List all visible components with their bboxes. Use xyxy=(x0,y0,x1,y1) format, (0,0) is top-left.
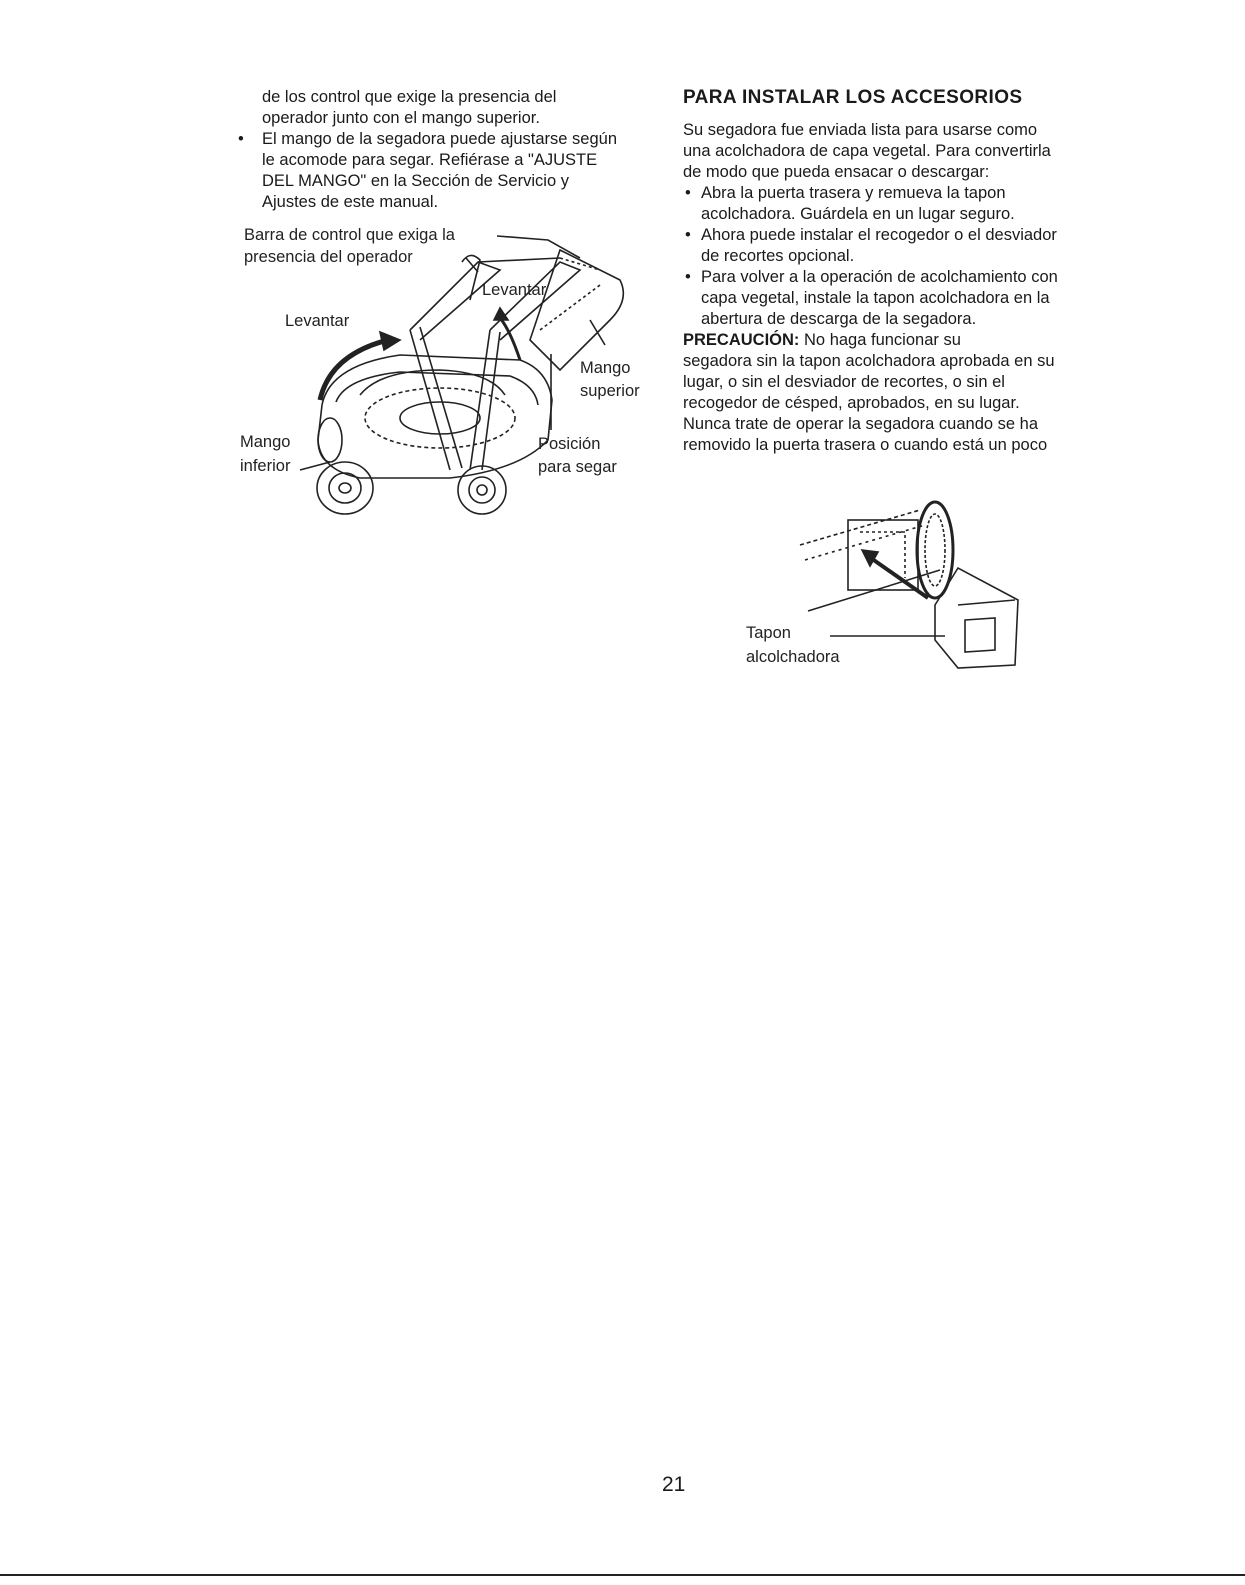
bullet-dot: • xyxy=(685,226,691,244)
caution-line: segadora sin la tapon acolchadora aprobada en su xyxy=(683,352,1055,370)
caution-text: No haga funcionar su xyxy=(804,331,961,349)
caution-line: recogedor de césped, aprobados, en su lugar. xyxy=(683,394,1020,412)
bullet-line: de recortes opcional. xyxy=(701,247,855,265)
bullet-line: El mango de la segadora puede ajustarse según xyxy=(262,130,617,148)
bullet-line: le acomode para segar. Refiérase a "AJUSTE xyxy=(262,151,598,169)
plug-label-line2: alcolchadora xyxy=(746,648,840,666)
caution-line: lugar, o sin el desviador de recortes, o sin el xyxy=(683,373,1005,391)
page-number: 21 xyxy=(662,1473,686,1496)
caution-label: PRECAUCIÓN: xyxy=(683,331,800,349)
caution-line: removido la puerta trasera o cuando está un poco xyxy=(683,436,1048,454)
bullet-line: DEL MANGO" en la Sección de Servicio y xyxy=(262,172,569,190)
bullet-dot: • xyxy=(238,130,244,148)
mow-position-label-line1: Posición xyxy=(538,435,601,453)
bullet-line: Ajustes de este manual. xyxy=(262,193,439,211)
intro-line: de los control que exige la presencia del xyxy=(262,88,557,106)
bullet-line: capa vegetal, instale la tapon acolchadora en la xyxy=(701,289,1050,307)
control-bar-label-line1: Barra de control que exiga la xyxy=(244,226,455,244)
intro-line: Su segadora fue enviada lista para usarse como xyxy=(683,121,1038,139)
section-heading: PARA INSTALAR LOS ACCESORIOS xyxy=(683,87,1023,108)
upper-handle-label-line2: superior xyxy=(580,382,640,400)
lift-label-right: Levantar xyxy=(482,281,547,299)
bullet-line: acolchadora. Guárdela en un lugar seguro. xyxy=(701,205,1015,223)
bullet-line: Para volver a la operación de acolchamiento con xyxy=(701,268,1058,286)
upper-handle-label-line1: Mango xyxy=(580,359,631,377)
mulching-plug-illustration xyxy=(0,0,1245,700)
bullet-dot: • xyxy=(685,268,691,286)
intro-line: una acolchadora de capa vegetal. Para convertirla xyxy=(683,142,1051,160)
bullet-dot: • xyxy=(685,184,691,202)
lower-handle-label-line1: Mango xyxy=(240,433,291,451)
control-bar-label-line2: presencia del operador xyxy=(244,248,413,266)
lift-label-left: Levantar xyxy=(285,312,350,330)
bullet-line: abertura de descarga de la segadora. xyxy=(701,310,977,328)
bullet-line: Ahora puede instalar el recogedor o el desviador xyxy=(701,226,1057,244)
footer-rule xyxy=(0,1574,1245,1576)
bullet-line: Abra la puerta trasera y remueva la tapon xyxy=(701,184,1006,202)
mow-position-label-line2: para segar xyxy=(538,458,617,476)
intro-line: de modo que pueda ensacar o descargar: xyxy=(683,163,990,181)
plug-label-line1: Tapon xyxy=(746,624,791,642)
lower-handle-label-line2: inferior xyxy=(240,457,291,475)
caution-line: Nunca trate de operar la segadora cuando se ha xyxy=(683,415,1038,433)
intro-line: operador junto con el mango superior. xyxy=(262,109,540,127)
